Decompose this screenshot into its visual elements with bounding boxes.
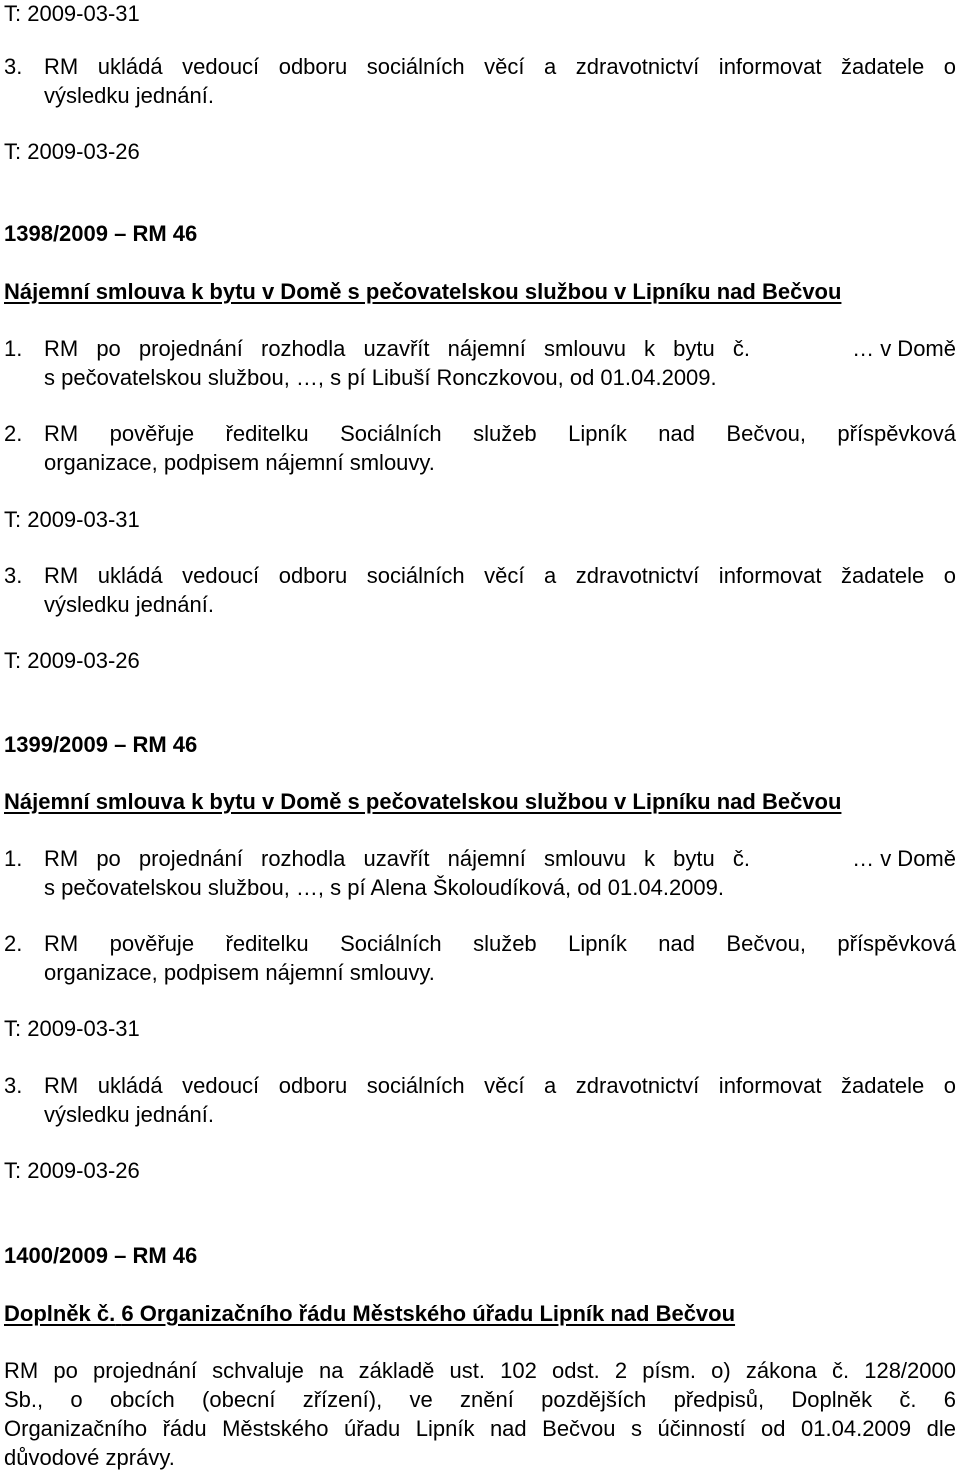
paragraph-text: RM po projednání rozhodla uzavřít nájemní smlouvu k bytu č.: [44, 336, 750, 361]
paragraph-line: RM pověřuje ředitelku Sociálních služeb Lipník nad Bečvou, příspěvková: [44, 421, 956, 446]
deadline-text: T: 2009-03-31: [4, 1, 140, 26]
resolution-title-part: Doplněk č.: [4, 1301, 116, 1326]
paragraph-line: důvodové zprávy.: [4, 1445, 175, 1470]
deadline-text: T: 2009-03-31: [4, 1016, 140, 1041]
item-number: 2.: [4, 421, 23, 446]
paragraph-line-end: … v Domě: [852, 336, 956, 361]
resolution-number: 1400/2009 – RM 46: [4, 1243, 198, 1268]
paragraph-line: RM ukládá vedoucí odboru sociálních věcí a zdravotnictví informovat žadatele o: [44, 563, 956, 588]
paragraph-line-start: [44, 335, 756, 363]
item-number: 2.: [4, 931, 23, 956]
paragraph-text: RM po projednání rozhodla uzavřít nájemní smlouvu k bytu č.: [44, 846, 750, 871]
resolution-title: [4, 1300, 735, 1328]
paragraph-line: Sb., o obcích (obecní zřízení), ve znění pozdějších předpisů, Doplněk č. 6: [4, 1387, 956, 1412]
paragraph-line: organizace, podpisem nájemní smlouvy.: [44, 960, 435, 985]
paragraph-line: RM po projednání schvaluje na základě ust. 102 odst. 2 písm. o) zákona č. 128/2000: [4, 1358, 956, 1383]
paragraph-line-end: … v Domě: [852, 846, 956, 871]
item-number: 3.: [4, 1073, 23, 1098]
paragraph-line-start: [44, 845, 756, 873]
item-number: 3.: [4, 563, 23, 588]
paragraph-line: [44, 845, 956, 873]
paragraph-line: s pečovatelskou službou, …, s pí Alena Školoudíková, od 01.04.2009.: [44, 875, 725, 900]
deadline-text: T: 2009-03-31: [4, 507, 140, 532]
deadline-text: T: 2009-03-26: [4, 139, 140, 164]
paragraph-line: výsledku jednání.: [44, 1102, 214, 1127]
item-number: 1.: [4, 846, 23, 871]
paragraph-line: s pečovatelskou službou, …, s pí Libuší Ronczkovou, od 01.04.2009.: [44, 365, 717, 390]
resolution-number: 1398/2009 – RM 46: [4, 221, 198, 246]
item-number: 1.: [4, 336, 23, 361]
resolution-title: Nájemní smlouva k bytu v Domě s pečovatelskou službou v Lipníku nad Bečvou: [4, 789, 842, 814]
deadline-text: T: 2009-03-26: [4, 648, 140, 673]
paragraph-line: RM ukládá vedoucí odboru sociálních věcí a zdravotnictví informovat žadatele o: [44, 1073, 956, 1098]
resolution-number: 1399/2009 – RM 46: [4, 732, 198, 757]
paragraph-line: RM ukládá vedoucí odboru sociálních věcí a zdravotnictví informovat žadatele o: [44, 54, 956, 79]
resolution-title-part: 6 Organizačního řádu Městského úřadu Lipník nad Bečvou: [121, 1301, 736, 1326]
deadline-text: T: 2009-03-26: [4, 1158, 140, 1183]
resolution-title: Nájemní smlouva k bytu v Domě s pečovatelskou službou v Lipníku nad Bečvou: [4, 279, 842, 304]
paragraph-line: Organizačního řádu Městského úřadu Lipník nad Bečvou s účinností od 01.04.2009 dle: [4, 1416, 956, 1441]
item-number: 3.: [4, 54, 23, 79]
paragraph-line: výsledku jednání.: [44, 592, 214, 617]
paragraph-line: organizace, podpisem nájemní smlouvy.: [44, 450, 435, 475]
paragraph-line: výsledku jednání.: [44, 83, 214, 108]
paragraph-line: RM pověřuje ředitelku Sociálních služeb Lipník nad Bečvou, příspěvková: [44, 931, 956, 956]
paragraph-line: [44, 335, 956, 363]
